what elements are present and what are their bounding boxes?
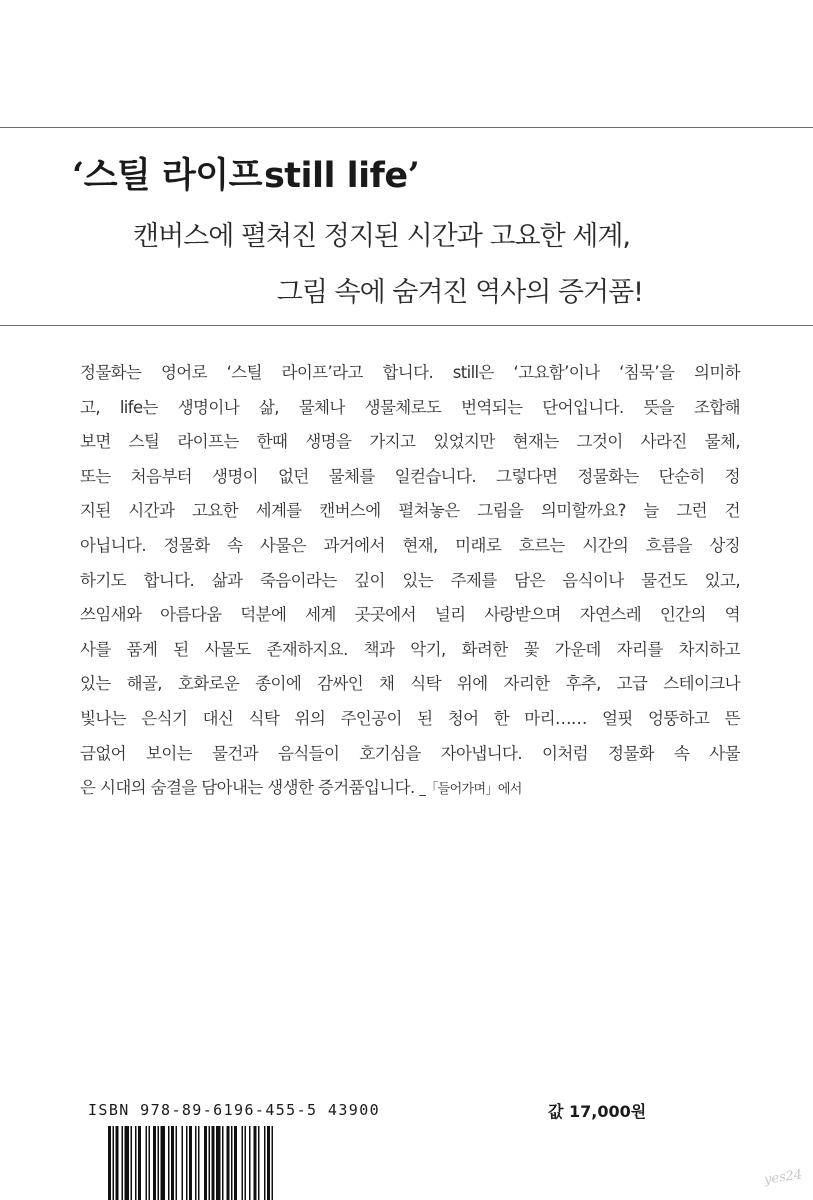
barcode-bar — [227, 1126, 230, 1200]
barcode-bar — [195, 1126, 197, 1200]
barcode-bar — [158, 1126, 160, 1200]
price-label: 값 17,000원 — [548, 1102, 647, 1121]
barcode-bar — [264, 1126, 266, 1200]
barcode-bar — [122, 1126, 124, 1200]
body-source: _「들어가며」에서 — [419, 782, 522, 798]
barcode-icon — [108, 1126, 332, 1200]
barcode-bar — [272, 1126, 274, 1200]
body-line: 아닙니다. 정물화 속 사물은 과거에서 현재, 미래로 흐르는 시간의 흐름을 상징 — [80, 535, 740, 555]
body-line: 고, life는 생명이나 삶, 물체나 생물체로도 번역되는 단어입니다. 뜻을 조합해 — [80, 397, 740, 417]
headline — [72, 152, 419, 200]
isbn-number: ISBN 978-89-6196-455-5 43900 — [88, 1101, 381, 1119]
barcode-bar — [204, 1126, 207, 1200]
body-paragraph — [80, 356, 740, 806]
body-line: 쓰임새와 아름다움 덕분에 세계 곳곳에서 널리 사랑받으며 자연스레 인간의 역 — [80, 605, 740, 625]
barcode-bar — [182, 1126, 184, 1200]
subheadline-line-1: 캔버스에 펼쳐진 정지된 시간과 고요한 세계, — [133, 221, 630, 252]
barcode-bar — [189, 1126, 192, 1200]
body-line: 정물화는 영어로 ‘스틸 라이프’라고 합니다. still은 ‘고요함’이나 ‘침묵’을 의미하 — [80, 363, 740, 382]
barcode-bar — [138, 1126, 141, 1200]
barcode-bar — [168, 1126, 170, 1200]
barcode-bar — [146, 1126, 148, 1200]
body-line: 하기도 합니다. 삶과 죽음이라는 깊이 있는 주제를 담은 음식이나 물건도 있고, — [80, 570, 740, 590]
barcode-bar — [161, 1126, 166, 1200]
barcode-bar — [171, 1126, 174, 1200]
headline-korean: 스틸 라이프 — [83, 156, 262, 196]
barcode-bar — [113, 1126, 115, 1200]
barcode-bar — [149, 1126, 151, 1200]
body-line: 있는 해골, 호화로운 종이에 감싸인 채 식탁 위에 자리한 후추, 고급 스테이크나 — [80, 674, 740, 694]
barcode-bar — [245, 1126, 247, 1200]
barcode-bar — [222, 1126, 224, 1200]
body-line: 또는 처음부터 생명이 없던 물체를 일컫습니다. 그렇다면 정물화는 단순히 정 — [80, 466, 740, 486]
bottom-divider — [0, 325, 813, 326]
headline-close-quote: ’ — [407, 155, 420, 196]
barcode-bar — [135, 1126, 137, 1200]
barcode-bar — [267, 1126, 270, 1200]
body-line: 사를 품게 된 사물도 존재하지요. 책과 악기, 화려한 꽃 가운데 자리를 차지하고 — [80, 639, 740, 659]
barcode-bar — [234, 1126, 237, 1200]
barcode-bar — [254, 1126, 257, 1200]
body-last-line — [80, 771, 740, 806]
barcode-bar — [125, 1126, 130, 1200]
barcode-bar — [216, 1126, 221, 1200]
barcode-bar — [153, 1126, 156, 1200]
barcode-bar — [212, 1126, 215, 1200]
barcode-bar — [116, 1126, 119, 1200]
barcode-bar — [186, 1126, 188, 1200]
body-last-line-text: 은 시대의 숨결을 담아내는 생생한 증거품입니다. — [80, 778, 415, 798]
headline-english: still life — [263, 156, 408, 196]
barcode-bar — [258, 1126, 260, 1200]
headline-open-quote: ‘ — [72, 155, 84, 196]
top-divider — [0, 127, 813, 128]
barcode-bar — [231, 1126, 233, 1200]
watermark: yes24 — [763, 1167, 804, 1188]
barcode-bar — [249, 1126, 251, 1200]
barcode-bar — [242, 1126, 244, 1200]
barcode-bar — [131, 1126, 133, 1200]
barcode-bar — [198, 1126, 200, 1200]
barcode-bar — [176, 1126, 178, 1200]
body-line: 금없어 보이는 물건과 음식들이 호기심을 자아냅니다. 이처럼 정물화 속 사물 — [80, 743, 740, 763]
subheadline-line-2: 그림 속에 숨겨진 역사의 증거품! — [276, 277, 643, 308]
body-line: 빛나는 은식기 대신 식탁 위의 주인공이 된 청어 한 마리…… 얼핏 엉뚱하고 뜬 — [80, 708, 740, 728]
barcode-bar — [209, 1126, 211, 1200]
barcode-bar — [108, 1126, 111, 1200]
body-line: 지된 시간과 고요한 세계를 캔버스에 펼쳐놓은 그림을 의미할까요? 늘 그런 건 — [80, 501, 740, 521]
body-line: 보면 스틸 라이프는 한때 생명을 가지고 있었지만 현재는 그것이 사라진 물체, — [80, 432, 740, 452]
